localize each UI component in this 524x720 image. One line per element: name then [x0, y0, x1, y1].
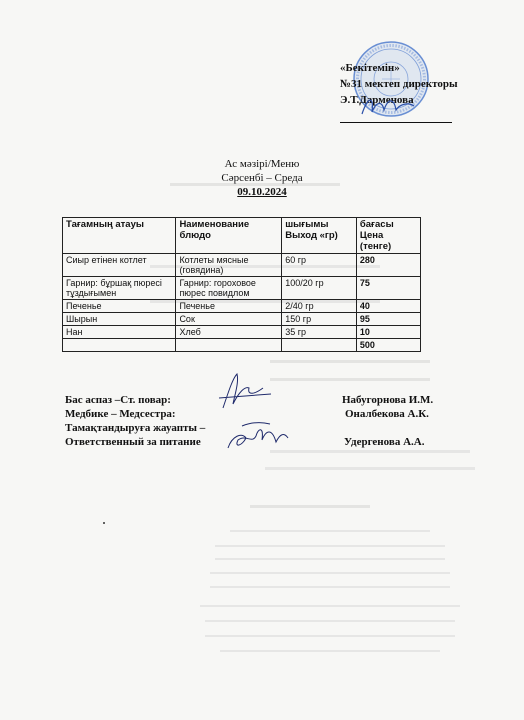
header-cell: Тағамның атауы [63, 218, 176, 254]
yield-cell: 100/20 гр [282, 277, 357, 300]
total-price-cell: 500 [356, 339, 420, 352]
dish-kk-cell: Печенье [63, 300, 176, 313]
approval-line-3: Э.Т.Дарменова [340, 94, 414, 106]
approval-block [340, 60, 458, 123]
dish-kk-cell: Гарнир: бұршақ пюресі тұздығымен [63, 277, 176, 300]
header-cell: бағасы Цена (тенге) [356, 218, 420, 254]
table-header-row [63, 218, 421, 254]
nurse-role: Медбике – Медсестра: [65, 408, 176, 420]
menu-date: 09.10.2024 [237, 186, 287, 198]
responsible-name: Удергенова А.А. [344, 436, 425, 448]
director-signature-icon [358, 92, 418, 120]
dish-ru-cell: Сок [176, 313, 282, 326]
menu-days: Сәрсенбі – Среда [221, 172, 303, 184]
yield-cell: 35 гр [282, 326, 357, 339]
table-row [63, 313, 421, 326]
header-cell: шығымы Выход «гр) [282, 218, 357, 254]
yield-cell: 60 гр [282, 254, 357, 277]
price-cell: 75 [356, 277, 420, 300]
approval-line-2: №31 мектеп директоры [340, 78, 458, 90]
cook-role: Бас аспаз –Ст. повар: [65, 394, 171, 406]
price-cell: 95 [356, 313, 420, 326]
yield-cell: 150 гр [282, 313, 357, 326]
total-row [63, 339, 421, 352]
yield-cell: 2/40 гр [282, 300, 357, 313]
menu-table [62, 217, 421, 352]
dish-ru-cell: Котлеты мясные (говядина) [176, 254, 282, 277]
price-cell: 280 [356, 254, 420, 277]
price-cell: 40 [356, 300, 420, 313]
dish-kk-cell: Нан [63, 326, 176, 339]
cook-name: Набугорнова И.М. [342, 394, 434, 406]
speck [103, 522, 105, 524]
table-row [63, 300, 421, 313]
dish-ru-cell: Гарнир: гороховое пюрес повидлом [176, 277, 282, 300]
table-row [63, 254, 421, 277]
dish-kk-cell: Сиыр етінен котлет [63, 254, 176, 277]
signature-roles [65, 393, 205, 449]
menu-title: Ас мәзірі/Меню [224, 158, 300, 170]
price-cell: 10 [356, 326, 420, 339]
dish-ru-cell: Хлеб [176, 326, 282, 339]
dish-ru-cell: Печенье [176, 300, 282, 313]
approval-line-1: «Бекітемін» [340, 62, 400, 74]
header-cell: Наименование блюдо [176, 218, 282, 254]
responsible-role-line-1: Тамақтандыруға жауапты – [65, 422, 206, 434]
cook-signature-icon [215, 368, 275, 416]
nurse-name: Оналбекова А.К. [345, 408, 429, 420]
responsible-signature-icon [222, 418, 292, 462]
dish-kk-cell: Шырын [63, 313, 176, 326]
director-signature-line [340, 108, 452, 123]
table-row [63, 326, 421, 339]
table-row [63, 277, 421, 300]
responsible-role-line-2: Ответственный за питание [65, 436, 201, 448]
